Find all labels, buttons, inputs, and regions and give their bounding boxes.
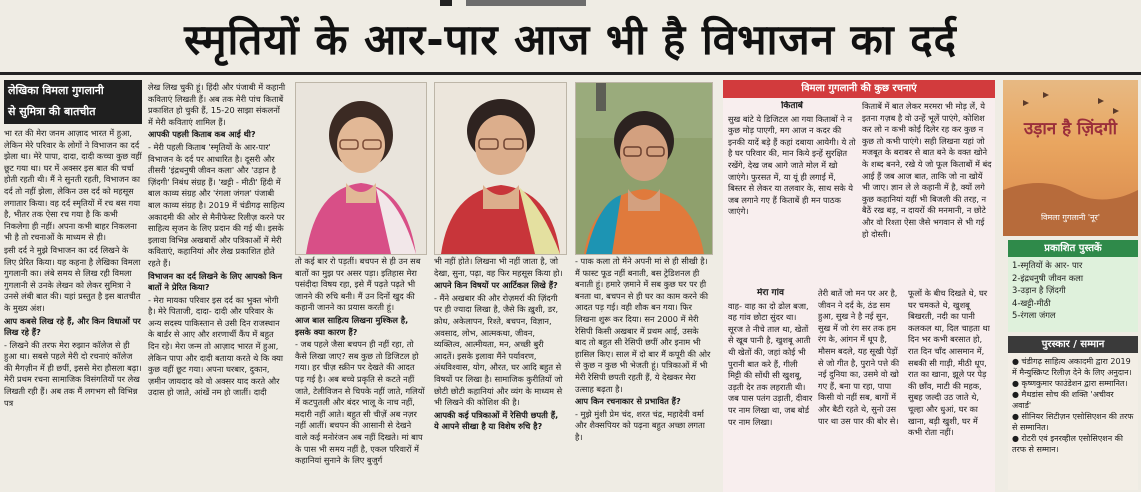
- poem-1-left: [728, 101, 856, 284]
- award-item: ● रोटरी एवं इनरव्हील एसोसिएशन की तरफ से सम्मान।: [1012, 434, 1123, 454]
- interview-paragraph: भा रत की मेरा जनम आज़ाद भारत में हुआ, लेकिन मेरे परिवार के लोगों ने विभाजन का दर्द झेला था। मेरे पापा, दादा, दादी कच्चा कुछ वहीं छूट गया था। घर में अक्सर इस बात की चर्चा होती रहती थी। मैं ने सुनती रहती, विभाजन का दर्द तो नहीं झेला, लेकिन उस दर्द को महसूस लगातार किया। वह दर्द स्मृतियों में रच बस गया है, भीतर तक ऐसा रच गया है कि कभी निकलेगा ही नहीं। अपना कभी बाहर निकलना भी है तो रचनाओं के माध्यम से ही।: [4, 128, 142, 243]
- interview-paragraph: लेख लिख चुकी हूं। हिंदी और पंजाबी में कहानी कविताएं लिखती हैं। अब तक मेरी पांच किताबें प्रकाशित हो चुकी हैं, 15-20 साझा संकलनों में मेरी कविताएं शामिल हैं।: [148, 82, 286, 127]
- works-box-title: विमला गुगलानी की कुछ रचनाएं: [723, 80, 995, 98]
- published-book-item: 4-खट्टी-मीठी: [1012, 297, 1051, 308]
- author-photo-3: [575, 82, 713, 255]
- interview-question: आप किन रचनाकार से प्रभावित हैं?: [575, 396, 681, 407]
- page-headline: स्मृतियों के आर-पार आज भी है विभाजन का दर्द: [184, 15, 957, 64]
- interview-paragraph: - मेरा मायका परिवार इस दर्द का भुक्त भोगी है। मेरे पिताजी, दादा- दादी और परिवार के अन्य सदस्य पाकिस्तान से उसी दिन राजस्थान के बार्डर से आए और शरणार्थी कैंप में बहुत दिन रहे। मेरा जन्म तो आज़ाद भारत में हुआ, लेकिन पापा और दादी बताया करते थे कि क्या कुछ वहीं छूट गया। अपना घरबार, दुकान, ज़मीन जायदाद को वो अक्सर याद करते और उदास हो जाते, आंखें नम हो जातीं। दादी: [148, 294, 284, 398]
- published-book-item: 2-इंद्रधनुषी जीवन कला: [1012, 272, 1084, 283]
- award-item: ● चंडीगढ़ साहित्य अकादमी द्वारा 2019 में मैन्युस्क्रिप्ट रिलीज़ देने के लिए अनुदान।: [1012, 357, 1132, 377]
- poem-1-title: किताबें: [781, 101, 803, 111]
- poem-2-text-a: वाह- वाह का दो ढोल बजा, वह गांव छोटा सुंदर था। सूरज ते नीचे ताल था, खेतों से खूब पानी है, खुशबू आती थी खेतों की, जहां कोई भी पुरानी बात करे हैं, गीली मिट्टी की सोंधी सी खुशबू, उड़ती देर तक लहराती थी। जब पास पतंग उड़ाती, दीवार पर नाम लिखा था, जब बोर्ड पर नाम लिखा।: [728, 300, 813, 427]
- book-title: उड़ान है ज़िंदगी: [1023, 119, 1118, 139]
- intro-box: [4, 80, 142, 124]
- poem-2-title: मेरा गांव: [757, 288, 784, 298]
- poem-2-col-1: [728, 288, 813, 490]
- interview-question: आपकी कई पत्रिकाओं में रेसिपी छपती हैं, ये आपने सीखा है या विशेष रुचि है?: [434, 409, 559, 432]
- section-bar: [466, 0, 586, 6]
- author-photo-1: [295, 82, 427, 255]
- interview-paragraph: - मुझे मुंशी प्रेम चंद, शरत चंद्र, महादेवी वर्मा और शैक्सपियर को पढ़ना बहुत अच्छा लगता है।: [575, 408, 705, 442]
- article-column-5: [575, 256, 711, 490]
- poem-1-text-a: सुख बांटे ये डिजिटल आ गया किताबों ने न कुछ मोड़ पाएगी, मग आज न कदर की इनकी यादें बड़े हैं कहां दबाया आयेगी। ये तो है घर परिवार की, मान किये इन्हें सुरक्षित रखेंगे, देख जब आगे जाते मोल में खो जाएंगे। फुरसत में, या यूं ही लगाई में, बिस्तर से लेकर या तलवार के, साथ सके ये जब लगाने गए हैं किताबें ही मन पाठक जाएंगे।: [728, 113, 856, 217]
- intro-line-2: से सुमित्रा की बातचीत: [8, 105, 96, 118]
- top-strip: [0, 0, 1141, 10]
- interview-question: विभाजन का दर्द लिखने के लिए आपको किन बातों ने प्रेरित किया?: [148, 270, 283, 293]
- poem-2-col-2: [818, 288, 903, 490]
- article-column-4: [434, 256, 565, 490]
- published-books-title: प्रकाशित पुस्तकें: [1008, 240, 1138, 257]
- interview-paragraph: - मेरी पहली किताब 'स्मृतियों के आर-पार' विभाजन के दर्द पर आधारित है। दूसरी और तीसरी 'इंद्रधनुषी जीवन कला' और 'उड़ान है ज़िंदगी' निबंध संग्रह हैं। 'खट्टी - मीठी' हिंदी में बाल काव्य संग्रह और 'रंगला जंगल' पंजाबी बाल काव्य संग्रह है। 2019 में चंडीगढ़ साहित्य अकादमी की ओर से मैनीफेस्ट रिलीज़ करने पर साहित्य सृजन के लिए प्रदान की गई थी। इसके इलावा विभिन्न अखबारों और पत्रिकाओं में मेरी कविताएं, कहानियां और लेख प्रकाशित होते रहते हैं।: [148, 141, 285, 268]
- published-book-item: 1-स्मृतियों के आर- पार: [1012, 260, 1083, 270]
- interview-paragraph: भी नहीं होते। लिखना भी नहीं जाता है, जो देखा, सुना, पढ़ा, वह फिर महसूस किया हो।: [434, 256, 563, 278]
- published-book-item: 3-उड़ान है ज़िंदगी: [1012, 285, 1066, 295]
- poem-2-text-c: फूलों के बीच दिखते थे, घर घर चमकते थे, खुशबू बिखरती, नदी का पानी कलकल था, दिल चाहता था दिन भर कभी बरसात हो, रात दिन चाँद आसमान में, सबकी सी गाड़ी, मीठी धूप, रात का खाना, झूले पर पेड़ की छाँव, माटी की महक, सुबह जल्दी उठ जाते थे, चूल्हा और धुआं, घर का खाना, बड़ी खुशी, घर में कभी रोता नहीं।: [908, 288, 990, 438]
- award-item: ● कृष्णकुमार फाउंडेशन द्वारा सम्मानित।: [1012, 379, 1128, 388]
- interview-paragraph: - मैंने अखबार की और रोज़मर्रा की ज़िंदगी पर ही ज्यादा लिखा है, जैसे कि ख़ुशी, डर, क्रोध, अकेलापन, रिश्ते, बचपन, विज्ञान, अवसाद, लोभ, आत्मकथा, जीवन, व्यक्तित्व, आत्मीयता, मन, अच्छी बुरी आदतें। इसके इलावा मैंने पर्यावरण, अंधविश्वास, योग, औरत, घर आदि बहुत से विषयों पर लिखा है। सामाजिक कुरीतियों जो छोटी छोटी कहानियां और व्यंग के माध्यम से भी लिखने की कोशिश की है।: [434, 292, 563, 408]
- awards-title: पुरस्कार / सम्मान: [1008, 336, 1138, 353]
- article-column-3: [295, 256, 425, 490]
- awards-list: [1008, 353, 1138, 490]
- headline-rule: [0, 72, 1141, 75]
- interview-question: आज बाल साहित्य लिखना मुश्किल है, इसके क्या कारण हैं?: [295, 314, 409, 337]
- article-column-2: [148, 82, 286, 490]
- interview-paragraph: तो कई बार रो पड़तीं। बचपन से ही उन सब बातों का मुझ पर असर पड़ा। इतिहास मेरा पसंदीदा विषय रहा, इसे मैं पढ़ते पढ़ते भी जानने की रुचि बनी। मैं उन दिनों खुद की कहानी जानने का प्रयास करती हूं।: [295, 256, 421, 313]
- book-cover: [1003, 80, 1138, 236]
- poem-1-text-b: किताबें में बात लेकर मरमरा भी मोड़ लें, ये इतना गज़ब है वो उन्हें भूलें पाएंगे, कोशिश कर लो न कभी कोई दिलेर रह कर कुछ न कुछ तो कभी पाएंगे। सही लिखना यहां जो मजबूत के बराबर से बात बने के वक्त खोने के शब्द बनने, रखे ये जो फूल किताबों में बंद आई हैं जब आज बात, ताकि जो ना खोयें भी जाए। ज्ञान ले ले कहानी में है, क्यों लगे कुछ कहानियां यहीं भी बिजली की तरह, न बैठें रख बड़, न दायरों की मनमानी, न छोटे और वो रिश्ता ऐसा जैसे भगवान से भी गई हो दोस्ती।: [862, 101, 992, 239]
- article-column-1: [4, 128, 142, 490]
- poem-1-right: [862, 101, 992, 284]
- published-book-item: 5-रंगला जंगल: [1012, 310, 1056, 320]
- award-item: ● मैथडांस सोच की शक्ति 'अचीवर अवार्ड': [1012, 390, 1114, 410]
- interview-question: आपकी पहली किताब कब आई थी?: [148, 129, 256, 140]
- interview-paragraph: - लिखने की तरफ मेरा रुझान कॉलेज से ही हुआ था। सबसे पहले मेरी दो रचनाएं कॉलेज की मैगज़ीन में ही छपीं, इससे मेरा हौसला बढ़ा। मेरी प्रथम रचना सामाजिक विसंगतियों पर लेख लिखती रही हैं। अब तक मैं लगभग सौ विभिन्न पत्र: [4, 339, 142, 408]
- author-photo-2: [434, 82, 567, 255]
- award-item: ● सीनियर सिटीज़न एसोसिएशन की तरफ से सम्मानित।: [1012, 412, 1134, 432]
- interview-paragraph: - जब पहले जैसा बचपन ही नहीं रहा, तो कैसे लिखा जाए? सब कुछ तो डिजिटल हो गया। हर चीज़ स्क्रीन पर देखते की आदत पड़ गई है। अब बच्चे प्रकृति से कटते नहीं जाते, टेलीविजन से चिपके नहीं जाते, गलियों में कटपुतली और बंदर भालू के नाच नहीं, मदारी नहीं आते। बहुत सी चीज़ें अब नज़र नहीं आतीं। बचपन की आसानी से देखने वाले कई मनोरंजन अब नहीं दिखते। मां बाप के पास भी समय नहीं है, एकल परिवारों में कहानियां सुनाने के लिए बुजुर्ग: [295, 339, 425, 466]
- poem-2-col-3: [908, 288, 992, 490]
- interview-paragraph: इसी दर्द ने मुझे विभाजन का दर्द लिखने के लिए प्रेरित किया। यह कहना है लेखिका विमला गुगलानी का। लंबे समय से लिख रही विमला गुगलानी से उनके लेखन को लेकर सुमित्रा ने उनसे लंबी बात की। यहां प्रस्तुत है इस बातचीत के मुख्य अंश।: [4, 244, 141, 313]
- published-books-list: [1008, 257, 1138, 332]
- intro-line-1: लेखिका विमला गुगलानी: [8, 84, 104, 97]
- interview-question: आप कबसे लिख रहे हैं, और किन विधाओं पर लिख रहे हैं?: [4, 315, 141, 338]
- book-author: विमला गुगलानी 'नूर': [1040, 213, 1100, 222]
- poem-2-text-b: तेरी बातें जो मन पर अर है, जीवन ने दर्द के, ठंड सम हुआ, सुख ने है नई सुन, सुख में जो रंग सर तक हम रंग के, आंगन में धूप है, मौसम बदले, यह सूखी पेड़ों से जो गीत है, पुराने पत्ते की नई दुनिया का, उसमे वो खो गए हैं, बना पा रहा, पापा किसी वो नहीं सब, बागों में और बैटी रहते थे, सुनो उस पार था उस पार की बोर से।: [818, 288, 900, 426]
- interview-paragraph: - पाक कला तो मैंने अपनी मां से ही सीखी है। मैं फास्ट फूड नहीं बनाती, बस ट्रेडिशनल ही बनाती हूं। हमारे ज़माने में सब कुछ घर पर ही बनता था, बचपन से ही घर का काम करने की आदत पड़ गई। वही शौक बन गया। फिर लिखना शुरू कर दिया। सन 2000 में मेरी रेसिपी किसी अखबार में प्रथम आई, उसके बाद तो बहुत सी रेसिपी छपीं और इनाम भी हासिल किए। साल में दो बार मैं कपूरी की ओर से कुछ न कुछ भी भेजती हूं। पत्रिकाओं में भी मेरी रेसिपी छपती रहती हैं, ये देखकर मेरा उत्साह बढ़ता है।: [575, 256, 711, 394]
- interview-question: आपने किन विषयों पर आर्टिकल लिखे हैं?: [434, 280, 558, 291]
- section-marker: [440, 0, 452, 6]
